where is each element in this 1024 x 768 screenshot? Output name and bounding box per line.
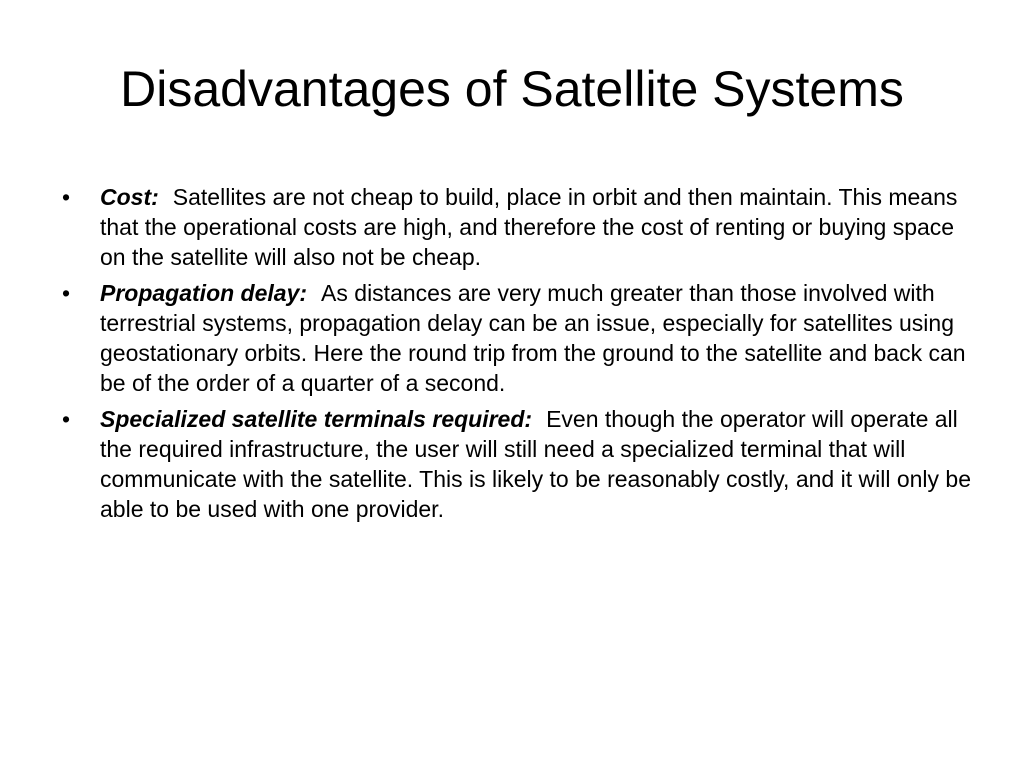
bullet-icon: •	[62, 406, 71, 432]
bullet-icon: •	[62, 184, 71, 210]
bullet-term: Propagation delay:	[100, 280, 308, 306]
bullet-term: Specialized satellite terminals required:	[100, 406, 533, 432]
bullet-propagation-delay	[62, 278, 972, 398]
slide-title: Disadvantages of Satellite Systems	[120, 61, 904, 117]
bullet-term: Cost:	[100, 184, 159, 210]
bullet-text: Even though the operator will operate all the required infrastructure, the user will still need a specialized terminal that will communicate with the satellite. This is likely to be reasonably costly, and it will only be able to be used with one provider.	[100, 406, 971, 522]
bullet-icon: •	[62, 280, 71, 306]
bullet-list	[62, 182, 972, 530]
bullet-cost	[62, 182, 972, 272]
bullet-text: As distances are very much greater than those involved with terrestrial systems, propagation delay can be an issue, especially for satellites using geostationary orbits. Here the round trip from the ground to the satellite and back can be of the order of a quarter of a second.	[100, 280, 966, 396]
bullet-text: Satellites are not cheap to build, place in orbit and then maintain. This means that the operational costs are high, and therefore the cost of renting or buying space on the satellite will also not be cheap.	[100, 184, 958, 270]
bullet-specialized-terminals	[62, 404, 972, 524]
